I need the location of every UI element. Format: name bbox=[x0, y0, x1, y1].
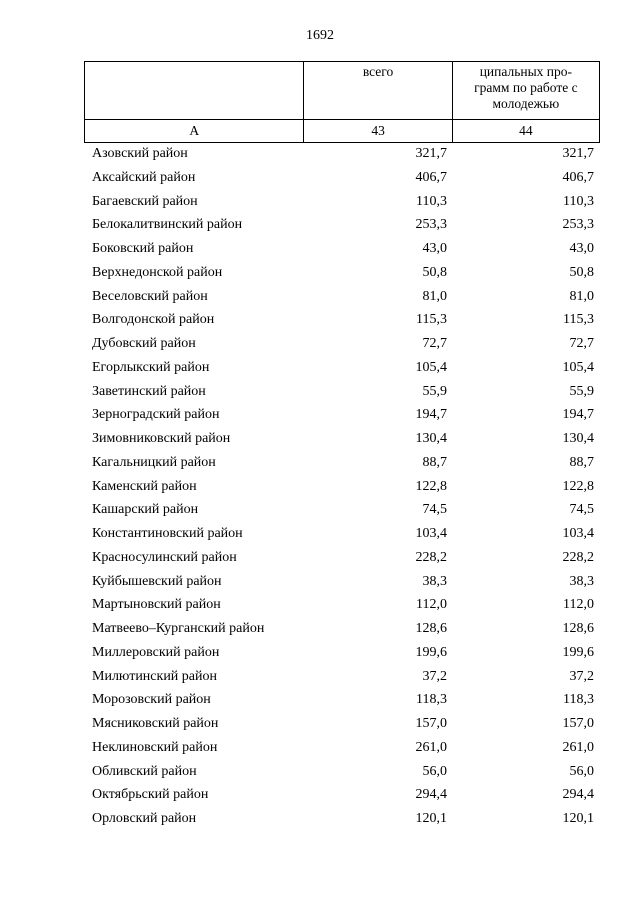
program-value: 120,1 bbox=[562, 811, 594, 826]
program-value: 294,4 bbox=[562, 787, 594, 803]
district-name: Зерноградский район bbox=[92, 407, 220, 423]
district-name: Неклиновский район bbox=[92, 739, 218, 755]
district-name: Дубовский район bbox=[92, 336, 196, 351]
total-value: 294,4 bbox=[415, 787, 447, 803]
column-title-programs-line-2: грамм по работе с bbox=[474, 80, 578, 95]
table-row bbox=[84, 356, 600, 380]
table-row bbox=[84, 688, 600, 712]
district-name: Волгодонской район bbox=[92, 312, 215, 328]
district-name: Обливский район bbox=[92, 763, 197, 779]
program-value: 55,9 bbox=[569, 383, 594, 399]
program-value: 103,4 bbox=[562, 526, 594, 541]
district-name: Милютинский район bbox=[92, 668, 218, 684]
total-value: 115,3 bbox=[416, 312, 447, 328]
program-value: 81,0 bbox=[569, 288, 594, 304]
district-name: Морозовский район bbox=[92, 692, 211, 708]
total-value: 105,4 bbox=[415, 359, 447, 375]
column-index-a: А bbox=[85, 120, 304, 143]
program-value: 110,3 bbox=[563, 193, 594, 209]
total-value: 261,0 bbox=[415, 739, 447, 755]
total-value: 103,4 bbox=[415, 526, 447, 541]
total-value: 37,2 bbox=[422, 668, 447, 684]
district-name: Октябрьский район bbox=[92, 787, 209, 803]
program-value: 38,3 bbox=[569, 573, 594, 589]
table-row bbox=[84, 498, 600, 522]
program-value: 253,3 bbox=[562, 217, 594, 233]
district-name: Орловский район bbox=[92, 811, 197, 826]
program-value: 115,3 bbox=[563, 312, 594, 328]
table-row bbox=[84, 546, 600, 570]
program-value: 157,0 bbox=[562, 716, 594, 731]
table-row bbox=[84, 166, 600, 190]
total-value: 120,1 bbox=[415, 811, 447, 826]
column-index-44: 44 bbox=[452, 120, 599, 143]
column-index-43: 43 bbox=[304, 120, 452, 143]
table-row bbox=[84, 237, 600, 261]
district-name: Белокалитвинский район bbox=[92, 217, 243, 233]
table-row bbox=[84, 641, 600, 665]
program-value: 112,0 bbox=[563, 597, 594, 613]
program-value: 72,7 bbox=[569, 336, 594, 351]
program-value: 118,3 bbox=[563, 692, 594, 708]
table-row bbox=[84, 760, 600, 784]
district-name: Егорлыкский район bbox=[92, 359, 210, 375]
total-value: 253,3 bbox=[415, 217, 447, 233]
total-value: 321,7 bbox=[415, 146, 447, 161]
table-row bbox=[84, 190, 600, 214]
table-row bbox=[84, 427, 600, 451]
district-name: Багаевский район bbox=[92, 193, 198, 209]
program-value: 128,6 bbox=[562, 621, 594, 636]
column-title-programs bbox=[452, 62, 599, 120]
column-title-a bbox=[85, 62, 304, 120]
district-name: Зимовниковский район bbox=[92, 431, 231, 446]
table-header bbox=[84, 61, 600, 143]
total-value: 43,0 bbox=[422, 241, 447, 256]
total-value: 110,3 bbox=[416, 193, 447, 209]
district-name: Боковский район bbox=[92, 241, 194, 256]
program-value: 105,4 bbox=[562, 359, 594, 375]
program-value: 321,7 bbox=[562, 146, 594, 161]
district-name: Красносулинский район bbox=[92, 549, 237, 565]
program-value: 56,0 bbox=[569, 763, 594, 779]
total-value: 88,7 bbox=[422, 454, 447, 470]
district-name: Аксайский район bbox=[92, 169, 196, 185]
table-row bbox=[84, 451, 600, 475]
total-value: 128,6 bbox=[415, 621, 447, 636]
table-row bbox=[84, 332, 600, 356]
column-title-total: всего bbox=[304, 62, 452, 120]
table-row bbox=[84, 403, 600, 427]
table-row bbox=[84, 593, 600, 617]
column-title-programs-line-1: ципальных про- bbox=[479, 64, 573, 79]
district-name: Миллеровский район bbox=[92, 644, 220, 660]
column-title-programs-line-3: молодежью bbox=[492, 96, 560, 111]
program-value: 194,7 bbox=[562, 407, 594, 423]
district-name: Кашарский район bbox=[92, 502, 199, 518]
district-name: Азовский район bbox=[92, 146, 188, 161]
district-name: Мясниковский район bbox=[92, 716, 219, 731]
total-value: 112,0 bbox=[416, 597, 447, 613]
total-value: 81,0 bbox=[422, 288, 447, 304]
program-value: 130,4 bbox=[562, 431, 594, 446]
table-row bbox=[84, 380, 600, 404]
table-row bbox=[84, 665, 600, 689]
program-value: 43,0 bbox=[569, 241, 594, 256]
district-name: Веселовский район bbox=[92, 288, 208, 304]
total-value: 130,4 bbox=[415, 431, 447, 446]
total-value: 118,3 bbox=[416, 692, 447, 708]
program-value: 37,2 bbox=[569, 668, 594, 684]
district-name: Заветинский район bbox=[92, 383, 206, 399]
total-value: 38,3 bbox=[422, 573, 447, 589]
table-row bbox=[84, 712, 600, 736]
table-row bbox=[84, 522, 600, 546]
district-name: Куйбышевский район bbox=[92, 573, 222, 589]
table-row bbox=[84, 285, 600, 309]
table-row bbox=[84, 261, 600, 285]
column-index-row bbox=[85, 120, 600, 143]
program-value: 406,7 bbox=[562, 169, 594, 185]
total-value: 199,6 bbox=[415, 644, 447, 660]
district-name: Верхнедонской район bbox=[92, 264, 223, 280]
program-value: 199,6 bbox=[562, 644, 594, 660]
total-value: 72,7 bbox=[422, 336, 447, 351]
total-value: 50,8 bbox=[422, 264, 447, 280]
program-value: 74,5 bbox=[569, 502, 594, 518]
page-number: 1692 bbox=[306, 28, 334, 43]
total-value: 194,7 bbox=[415, 407, 447, 423]
table-row bbox=[84, 807, 600, 831]
table-row bbox=[84, 783, 600, 807]
table-row bbox=[84, 736, 600, 760]
table-row bbox=[84, 308, 600, 332]
total-value: 74,5 bbox=[422, 502, 447, 518]
table-row bbox=[84, 475, 600, 499]
total-value: 56,0 bbox=[422, 763, 447, 779]
total-value: 228,2 bbox=[415, 549, 447, 565]
program-value: 228,2 bbox=[562, 549, 594, 565]
district-name: Мартыновский район bbox=[92, 597, 221, 613]
table-row bbox=[84, 213, 600, 237]
district-name: Кагальницкий район bbox=[92, 454, 216, 470]
total-value: 122,8 bbox=[415, 478, 447, 494]
district-name: Константиновский район bbox=[92, 526, 243, 541]
program-value: 261,0 bbox=[562, 739, 594, 755]
district-name: Каменский район bbox=[92, 478, 197, 494]
program-value: 122,8 bbox=[562, 478, 594, 494]
total-value: 55,9 bbox=[422, 383, 447, 399]
table-row bbox=[84, 617, 600, 641]
column-title-row bbox=[85, 62, 600, 120]
program-value: 88,7 bbox=[569, 454, 594, 470]
program-value: 50,8 bbox=[569, 264, 594, 280]
total-value: 157,0 bbox=[415, 716, 447, 731]
total-value: 406,7 bbox=[415, 169, 447, 185]
district-name: Матвеево–Курганский район bbox=[92, 621, 265, 636]
table-body bbox=[84, 142, 600, 831]
table-row bbox=[84, 142, 600, 166]
table-row bbox=[84, 570, 600, 594]
